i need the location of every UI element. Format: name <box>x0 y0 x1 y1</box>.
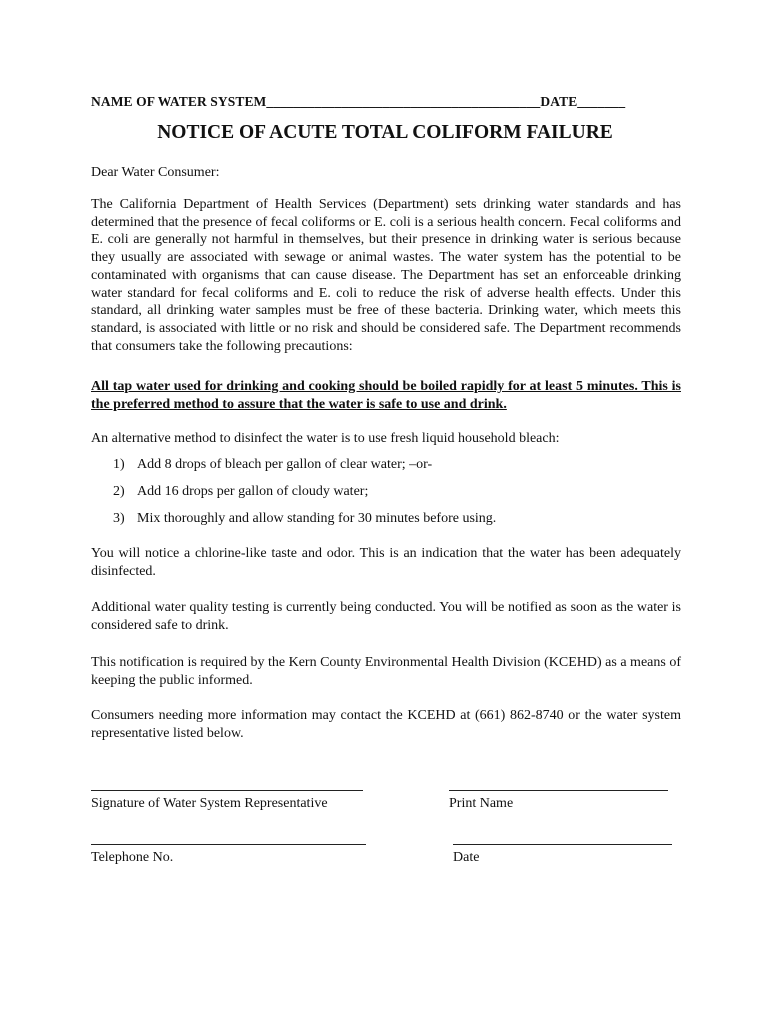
document-title: NOTICE OF ACUTE TOTAL COLIFORM FAILURE <box>157 122 613 143</box>
step-number: 1) <box>113 457 125 472</box>
step-text: Add 8 drops of bleach per gallon of clear water; –or- <box>137 457 433 472</box>
testing-paragraph: Additional water quality testing is currently being conducted. You will be notified as soon as the water is considered safe to drink. <box>91 600 681 633</box>
print-name-label: Print Name <box>449 796 514 811</box>
list-item <box>113 483 496 510</box>
print-name-line[interactable] <box>449 790 668 791</box>
signature-line[interactable] <box>91 790 363 791</box>
date-line[interactable] <box>453 844 672 845</box>
telephone-line[interactable] <box>91 844 366 845</box>
alternative-method-intro: An alternative method to disinfect the water is to use fresh liquid household bleach: <box>91 431 560 446</box>
step-text: Add 16 drops per gallon of cloudy water; <box>137 484 369 499</box>
water-system-name-date-line: NAME OF WATER SYSTEM________________________________________DATE_______ <box>91 94 626 109</box>
date-label: Date <box>453 850 480 865</box>
step-number: 3) <box>113 511 125 526</box>
step-number: 2) <box>113 484 125 499</box>
list-item <box>113 456 496 483</box>
list-item <box>113 510 496 537</box>
notification-required-paragraph: This notification is required by the Kern County Environmental Health Division (KCEHD) as a means of keeping the public informed. <box>91 655 681 688</box>
telephone-label: Telephone No. <box>91 850 174 865</box>
boil-water-notice: All tap water used for drinking and cooking should be boiled rapidly for at least 5 minutes. This is the preferred method to assure that the water is safe to use and drink. <box>91 379 681 412</box>
intro-paragraph: The California Department of Health Services (Department) sets drinking water standards and has determined that the presence of fecal coliforms or E. coli is a serious health concern. Fecal coliforms and E. coli are generally not harmful in themselves, but their presence in drinking water is serious because they usually are associated with sewage or animal wastes. The water system has the potential to be contaminated with organisms that can cause disease. The Department has set an enforceable drinking water standard for fecal coliforms and E. coli to reduce the risk of adverse health effects. Under this standard, all drinking water samples must be free of these bacteria. Drinking water, which meets this standard, is associated with little or no risk and should be considered safe. The Department recommends that consumers take the following precautions: <box>91 197 681 354</box>
chlorine-taste-paragraph: You will notice a chlorine-like taste and odor. This is an indication that the water has been adequately disinfected. <box>91 546 681 579</box>
contact-paragraph: Consumers needing more information may contact the KCEHD at (661) 862-8740 or the water system representative listed below. <box>91 708 681 741</box>
disinfection-steps-list <box>113 456 496 537</box>
signature-label: Signature of Water System Representative <box>91 796 328 811</box>
salutation: Dear Water Consumer: <box>91 165 220 180</box>
step-text: Mix thoroughly and allow standing for 30 minutes before using. <box>137 511 497 526</box>
